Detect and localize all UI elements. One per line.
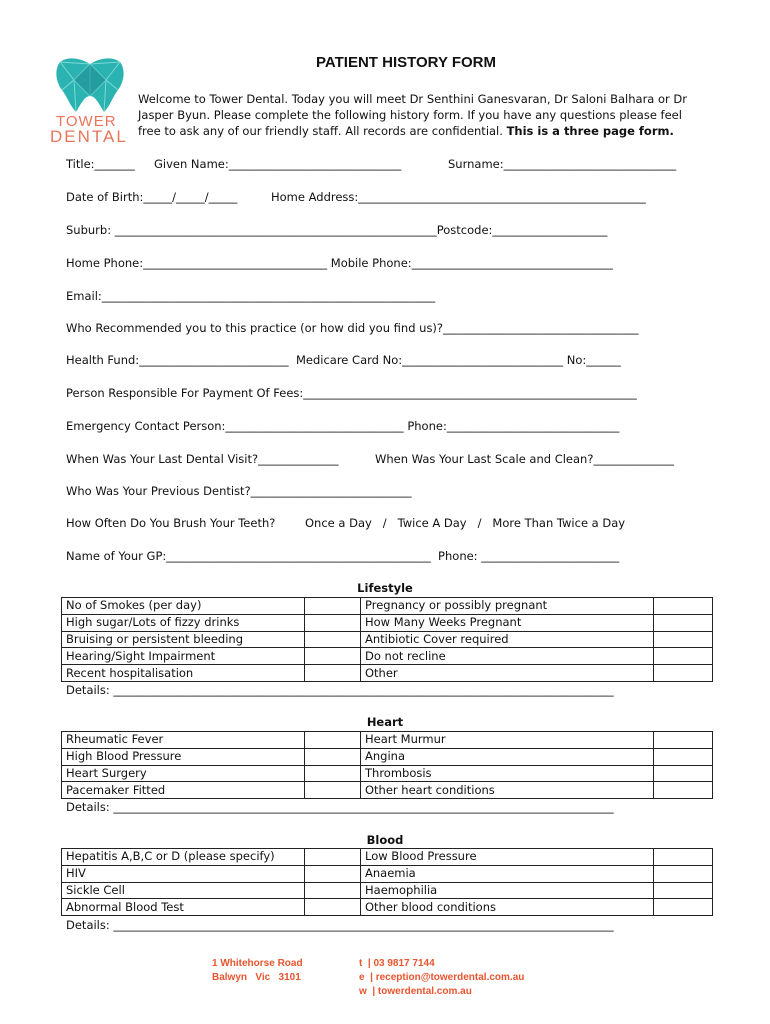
condition-label: Thrombosis xyxy=(361,765,654,782)
date-of-birth-field[interactable]: Date of Birth:_____/_____/_____ xyxy=(66,190,238,204)
answer-cell[interactable] xyxy=(305,782,361,799)
footer-contact xyxy=(359,957,524,999)
condition-label: Other blood conditions xyxy=(361,899,654,916)
email-field[interactable]: Email:__________________________________________________________ xyxy=(66,289,436,303)
address-line-2: Balwyn Vic 3101 xyxy=(212,972,301,983)
footer-website-link[interactable]: w | towerdental.com.au xyxy=(359,986,472,997)
condition-label: Pregnancy or possibly pregnant xyxy=(361,598,654,615)
table-row xyxy=(62,782,713,799)
condition-label: Angina xyxy=(361,748,654,765)
condition-label: Pacemaker Fitted xyxy=(62,782,305,799)
condition-label: Hearing/Sight Impairment xyxy=(62,648,305,665)
condition-label: Other heart conditions xyxy=(361,782,654,799)
title-field[interactable]: Title:_______ xyxy=(66,157,135,171)
referral-field[interactable]: Who Recommended you to this practice (or how did you find us)?__________________________________ xyxy=(66,321,639,335)
emergency-contact-field[interactable]: Emergency Contact Person:_______________________________ Phone:______________________________ xyxy=(66,419,620,433)
answer-cell[interactable] xyxy=(305,598,361,615)
page-title: PATIENT HISTORY FORM xyxy=(316,54,497,71)
logo-text-tower: TOWER xyxy=(56,113,117,130)
last-scale-clean-field[interactable]: When Was Your Last Scale and Clean?______________ xyxy=(375,452,674,466)
answer-cell[interactable] xyxy=(305,614,361,631)
table-row xyxy=(62,748,713,765)
heart-table xyxy=(61,731,713,799)
table-row xyxy=(62,765,713,782)
table-row xyxy=(62,882,713,899)
condition-label: High sugar/Lots of fizzy drinks xyxy=(62,614,305,631)
answer-cell[interactable] xyxy=(305,899,361,916)
answer-cell[interactable] xyxy=(305,648,361,665)
tooth-icon xyxy=(52,56,128,114)
answer-cell[interactable] xyxy=(654,732,713,749)
condition-label: No of Smokes (per day) xyxy=(62,598,305,615)
answer-cell[interactable] xyxy=(305,865,361,882)
logo-text-dental: DENTAL xyxy=(50,127,128,146)
condition-label: Antibiotic Cover required xyxy=(361,631,654,648)
answer-cell[interactable] xyxy=(654,899,713,916)
gp-field[interactable]: Name of Your GP:______________________________________________ Phone: ________________________ xyxy=(66,549,620,563)
condition-label: Do not recline xyxy=(361,648,654,665)
answer-cell[interactable] xyxy=(305,732,361,749)
previous-dentist-field[interactable]: Who Was Your Previous Dentist?____________________________ xyxy=(66,484,412,498)
condition-label: Other xyxy=(361,665,654,682)
table-row xyxy=(62,665,713,682)
condition-label: Sickle Cell xyxy=(62,882,305,899)
table-row xyxy=(62,648,713,665)
blood-heading: Blood xyxy=(366,833,404,847)
table-row xyxy=(62,865,713,882)
answer-cell[interactable] xyxy=(654,782,713,799)
heart-heading: Heart xyxy=(366,715,404,729)
answer-cell[interactable] xyxy=(305,748,361,765)
last-dental-visit-field[interactable]: When Was Your Last Dental Visit?______________ xyxy=(66,452,339,466)
answer-cell[interactable] xyxy=(654,765,713,782)
condition-label: Heart Murmur xyxy=(361,732,654,749)
lifestyle-table xyxy=(61,597,713,682)
answer-cell[interactable] xyxy=(654,849,713,866)
answer-cell[interactable] xyxy=(654,614,713,631)
condition-label: Heart Surgery xyxy=(62,765,305,782)
answer-cell[interactable] xyxy=(305,665,361,682)
payment-responsible-field[interactable]: Person Responsible For Payment Of Fees:__________________________________________________________ xyxy=(66,386,637,400)
condition-label: Bruising or persistent bleeding xyxy=(62,631,305,648)
answer-cell[interactable] xyxy=(654,665,713,682)
table-row xyxy=(62,899,713,916)
answer-cell[interactable] xyxy=(654,748,713,765)
given-name-field[interactable]: Given Name:______________________________ xyxy=(154,157,402,171)
answer-cell[interactable] xyxy=(305,765,361,782)
table-row xyxy=(62,732,713,749)
footer-email-link[interactable]: e | reception@towerdental.com.au xyxy=(359,972,525,983)
footer-address xyxy=(212,957,303,985)
condition-label: Haemophilia xyxy=(361,882,654,899)
blood-table xyxy=(61,848,713,916)
answer-cell[interactable] xyxy=(654,631,713,648)
suburb-postcode-field[interactable]: Suburb: ________________________________________________________Postcode:____________________ xyxy=(66,223,608,237)
answer-cell[interactable] xyxy=(654,598,713,615)
intro-text: Welcome to Tower Dental. Today you will meet Dr Senthini Ganesvaran, Dr Saloni Balhara or Dr Jasper Byun. Please complete the following history form. If you have any questions please feel free to ask any of our friendly staff. All records are confidential. xyxy=(138,92,688,138)
home-address-field[interactable]: Home Address:__________________________________________________ xyxy=(271,190,646,204)
condition-label: Rheumatic Fever xyxy=(62,732,305,749)
answer-cell[interactable] xyxy=(654,882,713,899)
table-row xyxy=(62,598,713,615)
table-row xyxy=(62,614,713,631)
tower-dental-logo xyxy=(52,56,128,146)
condition-label: How Many Weeks Pregnant xyxy=(361,614,654,631)
condition-label: High Blood Pressure xyxy=(62,748,305,765)
lifestyle-heading: Lifestyle xyxy=(357,581,413,595)
health-fund-field[interactable]: Health Fund:__________________________ Medicare Card No:____________________________ No:______ xyxy=(66,353,621,367)
condition-label: Hepatitis A,B,C or D (please specify) xyxy=(62,849,305,866)
intro-emphasis: This is a three page form. xyxy=(506,124,674,138)
lifestyle-details-field[interactable]: Details: _______________________________________________________________________________________ xyxy=(66,683,614,697)
surname-field[interactable]: Surname:______________________________ xyxy=(448,157,677,171)
answer-cell[interactable] xyxy=(305,882,361,899)
condition-label: Low Blood Pressure xyxy=(361,849,654,866)
condition-label: Recent hospitalisation xyxy=(62,665,305,682)
condition-label: Abnormal Blood Test xyxy=(62,899,305,916)
brushing-question: How Often Do You Brush Your Teeth? xyxy=(66,516,276,530)
condition-label: HIV xyxy=(62,865,305,882)
intro-paragraph xyxy=(138,91,698,139)
answer-cell[interactable] xyxy=(305,631,361,648)
brushing-options[interactable]: Once a Day / Twice A Day / More Than Twice a Day xyxy=(305,516,626,530)
table-row xyxy=(62,631,713,648)
answer-cell[interactable] xyxy=(305,849,361,866)
condition-label: Anaemia xyxy=(361,865,654,882)
blood-details-field[interactable]: Details: _______________________________________________________________________________________ xyxy=(66,918,614,932)
answer-cell[interactable] xyxy=(654,865,713,882)
footer-phone: t | 03 9817 7144 xyxy=(359,958,435,969)
heart-details-field[interactable]: Details: _______________________________________________________________________________________ xyxy=(66,800,614,814)
address-line-1: 1 Whitehorse Road xyxy=(212,958,303,969)
phone-fields[interactable]: Home Phone:________________________________ Mobile Phone:___________________________________ xyxy=(66,256,613,270)
answer-cell[interactable] xyxy=(654,648,713,665)
table-row xyxy=(62,849,713,866)
